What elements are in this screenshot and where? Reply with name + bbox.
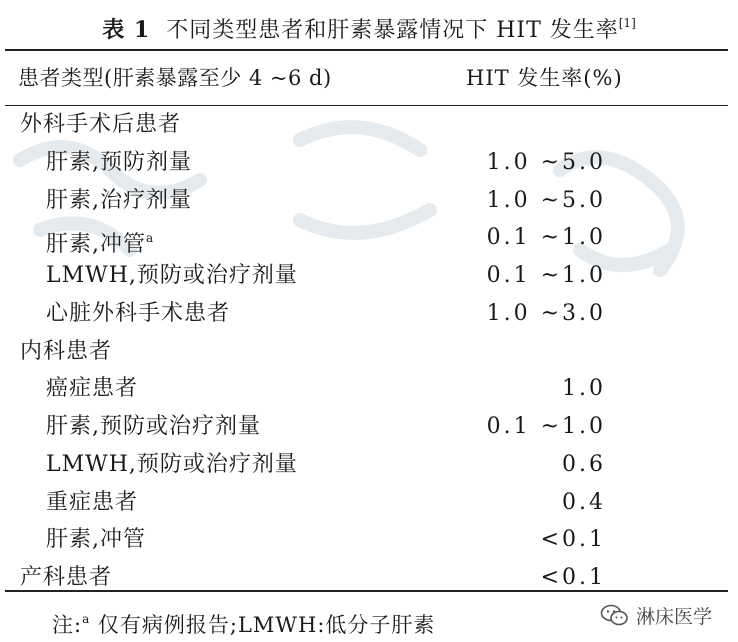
row-label-text: 肝素,预防剂量 xyxy=(46,149,192,175)
header-patient-type: 患者类型(肝素暴露至少 4 ~6 d) xyxy=(18,66,332,90)
table-row xyxy=(0,409,738,447)
row-label-text: 肝素,冲管 xyxy=(46,527,146,553)
table-row xyxy=(0,183,738,221)
row-label xyxy=(20,563,112,593)
row-label-text: 心脏外科手术患者 xyxy=(46,300,231,326)
row-label xyxy=(46,148,192,178)
row-label xyxy=(46,525,146,555)
row-label xyxy=(20,337,112,367)
table-row xyxy=(0,447,738,485)
table-row xyxy=(0,522,738,560)
row-label-text: LMWH,预防或治疗剂量 xyxy=(46,451,298,477)
table-row xyxy=(0,258,738,296)
table-group-row xyxy=(0,334,738,372)
bottom-rule xyxy=(5,590,728,592)
footnote-marker: a xyxy=(82,612,91,626)
table-row xyxy=(0,296,738,334)
row-label-text: 肝素,预防或治疗剂量 xyxy=(46,414,261,439)
row-label xyxy=(46,374,138,404)
row-label-text: 肝素,治疗剂量 xyxy=(46,187,192,213)
brand-watermark xyxy=(600,600,712,630)
title-reference: [1] xyxy=(618,16,636,30)
table-body xyxy=(0,107,738,598)
table-header xyxy=(0,51,738,105)
table-title-text: 不同类型患者和肝素暴露情况下 HIT 发生率 xyxy=(166,18,619,43)
row-label-text: 癌症患者 xyxy=(46,376,139,402)
row-label xyxy=(46,412,261,442)
row-value: 0.1 ~1.0 xyxy=(486,414,606,439)
row-value: 0.1 ~1.0 xyxy=(486,263,606,288)
table-footnote xyxy=(52,604,435,640)
table-group-row xyxy=(0,560,738,598)
wechat-icon xyxy=(600,603,630,627)
row-value: 0.6 xyxy=(562,451,606,477)
row-value: <0.1 xyxy=(540,527,606,553)
row-value: 0.1 ~1.0 xyxy=(486,225,606,251)
row-label xyxy=(46,261,298,291)
row-label xyxy=(46,223,153,260)
row-value: 0.4 xyxy=(562,489,606,515)
row-label-text: 肝素,冲管 xyxy=(46,232,146,258)
row-label-text: 外科手术后患者 xyxy=(20,112,182,137)
row-footnote-marker: a xyxy=(146,231,154,246)
table-title xyxy=(0,6,738,48)
table-row xyxy=(0,220,738,258)
row-label-text: LMWH,预防或治疗剂量 xyxy=(46,263,298,288)
table-number: 表 1 xyxy=(102,17,151,43)
row-value: <0.1 xyxy=(540,565,606,590)
row-value: 1.0 ~5.0 xyxy=(486,187,606,213)
table-row xyxy=(0,371,738,409)
row-label-text: 内科患者 xyxy=(20,338,113,364)
row-label xyxy=(46,450,298,480)
row-label xyxy=(20,110,181,140)
brand-name: 淋床医学 xyxy=(636,605,713,628)
header-rule xyxy=(5,105,728,106)
row-label-text: 产科患者 xyxy=(20,565,113,590)
footnote-text: 仅有病例报告;LMWH:低分子肝素 xyxy=(90,613,436,637)
footnote-prefix: 注: xyxy=(52,613,83,637)
row-label xyxy=(46,488,138,518)
row-label xyxy=(46,299,230,329)
row-value: 1.0 xyxy=(562,376,606,402)
row-value: 1.0 ~3.0 xyxy=(486,300,606,326)
table-group-row xyxy=(0,107,738,145)
row-value: 1.0 ~5.0 xyxy=(486,149,606,175)
header-hit-rate: HIT 发生率(%) xyxy=(466,66,623,90)
row-label-text: 重症患者 xyxy=(46,489,139,515)
table-row xyxy=(0,485,738,523)
table-row xyxy=(0,145,738,183)
row-label xyxy=(46,186,192,216)
